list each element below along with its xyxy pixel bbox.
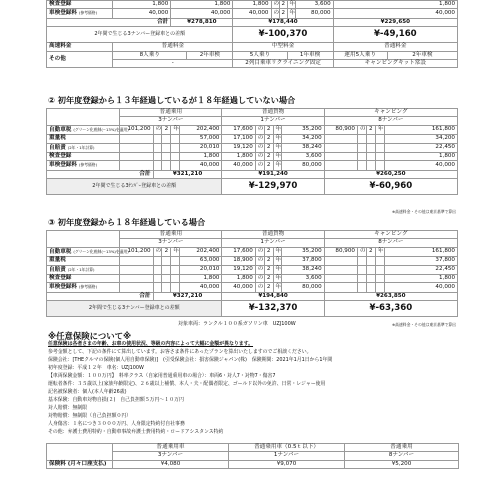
cell [357,257,366,265]
cell [120,143,153,152]
subheader-row: 3ナンバー 1ナンバー 8ナンバー [47,117,458,125]
cell: 2 [162,125,171,134]
insurance-note-line: 対人賠償：無制限 [48,405,88,411]
section-3-title: ③ 初年度登録から１８年経過している場合 [48,217,206,227]
row-label: 自賠責 (2年・1年計算) [47,265,120,274]
cell: 40,000 [384,161,457,170]
cell: 2 [366,125,375,134]
cell [366,153,375,161]
section-2-title: ② 初年度登録から１３年経過しているが１８年経過していない場合 [48,95,296,105]
cell [120,161,153,170]
cell: 18,900 [222,257,255,265]
cell: 40,000 [180,283,222,292]
table-row [47,275,458,283]
insurance-note-line: 記名被保険者：個人(本人年齢26歳) [48,389,127,395]
cell [171,265,180,274]
cell [324,153,357,161]
cell [153,143,162,152]
cell [162,135,171,143]
row-label: 検査登録 [47,1,113,9]
cell [375,275,384,283]
cell [366,143,375,152]
cell [375,265,384,274]
cell: 19,120 [222,143,255,152]
cell: 57,000 [180,135,222,143]
cell: の [255,275,264,283]
cell: の [255,257,264,265]
cell [366,135,375,143]
cell: 34,200 [282,135,324,143]
cell: 35,200 [282,247,324,256]
cell: 年 [375,247,384,256]
footnote: ※高速料金・その他は東京基準で算出 [392,322,456,327]
cell [357,283,366,292]
cell: 2 [264,153,273,161]
row-label: 重量税 [47,135,120,143]
cell [153,161,162,170]
vehicle-note: 対象車両：ランクル１００系ガソリン車 UZJ100W [178,321,296,327]
cell: 34,200 [384,135,457,143]
insurance-note-line: 任意保険は各者さまの年齢、お車の使用状況、等級の内容によって大幅に金額が異なります。 [48,341,254,347]
cell [324,265,357,274]
cell [324,275,357,283]
cell [324,257,357,265]
cell [153,153,162,161]
cell [375,143,384,152]
table-row [47,135,458,143]
cell: 年 [273,257,282,265]
cell: 17,100 [222,135,255,143]
cell: 40,000 [384,283,457,292]
table-row [47,153,458,161]
cell: 年 [273,153,282,161]
cell: 2 [264,265,273,274]
cell [153,135,162,143]
cell: 17,600 [222,247,255,256]
cell [357,153,366,161]
insurance-note-line: 参考金額として、下記の条件にて算出しています。お客さま条件にあったプランを算出いたしますのでご相談ください。 [48,349,312,355]
cell [324,143,357,152]
insurance-note-line: その他：弁護士費用特約・自動車事故弁護士費用特約・ロードアシスタンス特約 [48,429,224,435]
cell: 101,200 [120,125,153,134]
cell: 2 [264,247,273,256]
cost-table-section2 [46,108,458,195]
cell [162,143,171,152]
table-row: 検査登録 1,800 1,800 1,800 の 2 年 3,600 1,800 [47,1,458,9]
cell [171,275,180,283]
highway-row: 高速料金 普通料金 中型料金 普通料金 [47,43,458,51]
cell: 37,800 [384,257,457,265]
section2-rows [47,125,458,170]
cell: の [357,125,366,134]
table-row [47,257,458,265]
cell [120,257,153,265]
cell: 38,240 [282,265,324,274]
row-label: 車検登録料 (参考価格) [47,161,120,170]
cell [120,283,153,292]
table-row [47,143,458,152]
cell [366,283,375,292]
total-row: 合計 ¥278,810 ¥178,440 ¥229,650 [47,18,458,26]
cell: 2 [264,125,273,134]
cell [120,275,153,283]
cell [357,135,366,143]
total-row: 合計 ¥327,210 ¥194,840 ¥263,850 [47,292,458,300]
cell: 38,240 [282,143,324,152]
cell: 2 [264,135,273,143]
cell [357,161,366,170]
row-label: 自動車税 (グリーン化税制(~13%)を適用) [47,125,120,134]
cell [153,275,162,283]
table-row [47,161,458,170]
cell: 161,800 [384,247,457,256]
diff-row: 2年間で生じる3ナンバー登録車との差額 ¥-132,370 ¥-63,360 [47,301,458,317]
row-label: 検査登録 [47,275,120,283]
cell: 1,800 [180,153,222,161]
cell: の [255,125,264,134]
insurance-note-line: 対物賠償：無制限（自己負担額０円） [48,413,132,419]
cell: 3,600 [282,275,324,283]
cell [153,265,162,274]
cell: の [255,161,264,170]
cell [366,265,375,274]
cell [171,257,180,265]
insurance-note-line: 人身傷害：１名につき３０００万円、人身限定特約付自社事務 [48,421,185,427]
cell [366,161,375,170]
cell [357,265,366,274]
other-row-2: - 2列目乗車リクライニング固定 キャンピングキット常設 [47,60,458,68]
cell: 80,900 [324,247,357,256]
cell: の [255,265,264,274]
cell [171,143,180,152]
insurance-note-line: 【車両保険金額：１００万円】 料率クラス（自家用普通乗用車の場合）：車両6・対人7・対物7・傷害7 [48,373,276,379]
cell: 161,800 [384,125,457,134]
cell [324,135,357,143]
diff-row: 2年間で生じる3ナンバー登録車との差額 ¥-100,370 ¥-49,160 [47,27,458,43]
cell [366,257,375,265]
insurance-note-line: 基本保険：自動車対物自損(２) 自己負担額５万円～１０万円 [48,397,184,403]
cell: 19,120 [222,265,255,274]
cell: 年 [273,161,282,170]
cell: 80,900 [324,125,357,134]
cell: 17,600 [222,125,255,134]
cell [162,283,171,292]
cell: の [255,143,264,152]
cell: 年 [273,283,282,292]
section3-rows [47,247,458,292]
cell [324,283,357,292]
cell: 1,800 [384,153,457,161]
row-label: 自動車税 (グリーン化税制(~13%)を適用) [47,247,120,256]
insurance-note-line: 運転者条件：３５歳以上(家族年齢限定)、２６歳以上補償、本人・夫・配偶者限定、ゴールド以外の免許、日常・レジャー使用 [48,381,326,387]
subheader-row: 3ナンバー 1ナンバー 8ナンバー [47,239,458,247]
cell: 2 [264,161,273,170]
cell: 37,800 [282,257,324,265]
other-row: その他 8人乗り 2年車検 5人乗り 1年車検 運用5人乗り 2年車検 [47,51,458,59]
insurance-title: ※任意保険について※ [48,331,132,341]
cell: 2 [264,143,273,152]
cell: 80,000 [282,283,324,292]
cell: 年 [171,125,180,134]
cell: 101,200 [120,247,153,256]
cell [162,161,171,170]
header-row: 普通乗用車 普通乗用車（0.5ｔ以下） 普通乗用 [47,444,459,452]
cell [375,161,384,170]
cell: 年 [273,275,282,283]
cell [120,135,153,143]
cell: の [255,153,264,161]
cell: 年 [273,125,282,134]
cell: の [255,247,264,256]
cell [120,265,153,274]
cost-table-section3 [46,230,458,317]
cell [171,161,180,170]
cell: 2 [264,275,273,283]
footnote: ※高速料金・その他は東京基準で算出 [392,209,456,214]
cell [171,135,180,143]
table-row [47,283,458,292]
cell [366,275,375,283]
table-row [47,265,458,274]
cell: 年 [273,265,282,274]
table-row [47,125,458,134]
cell [375,257,384,265]
cell: 40,000 [222,161,255,170]
cell: 年 [273,247,282,256]
cell: の [255,283,264,292]
cell: 35,200 [282,125,324,134]
subheader-row: 3ナンバー 1ナンバー 8ナンバー [47,452,459,460]
cell: 40,000 [180,161,222,170]
cell: 22,450 [384,265,457,274]
cell: 40,000 [222,283,255,292]
total-row: 合計 ¥321,210 ¥191,240 ¥260,250 [47,170,458,178]
cell: 22,450 [384,143,457,152]
diff-row: 2年間で生じる3ﾅﾝﾊﾞｰ登録車との差額 ¥-129,970 ¥-60,960 [47,179,458,195]
cell: 3,600 [282,153,324,161]
cell: 年 [171,247,180,256]
cell: 年 [375,125,384,134]
table-row: 車検登録料 (参考価格) 40,000 40,000 40,000 の 2 年 80,000 40,000 [47,9,458,18]
cell [375,153,384,161]
row-label: 自賠責 (2年・1年計算) [47,143,120,152]
cell [120,153,153,161]
row-label: 車検登録料 (参考価格) [47,283,120,292]
cell: の [153,125,162,134]
insurance-note-line: 保険会社：[THEクルマの保険(個人用自動車保険)] (引受保険会社：損害保険ジャパン(株) 保険期間：2021年1月1日から1年間 [48,357,333,363]
cell: 202,400 [180,125,222,134]
cell [162,257,171,265]
table-row [47,247,458,256]
cell: 2 [366,247,375,256]
cell [171,153,180,161]
header-row: 普通乗用 普通貨物 キャンピング [47,109,458,117]
cell [357,275,366,283]
cell [375,283,384,292]
insurance-note-line: 初年度登録：平成１２年 車名：UZJ100W [48,365,144,371]
cell: 20,010 [180,143,222,152]
cell: の [255,135,264,143]
insurance-table [46,443,459,469]
cell: 1,800 [222,275,255,283]
cell [162,265,171,274]
table-row: 保険料 (月々口座支払) ¥4,080 ¥9,070 ¥5,200 [47,460,459,468]
cell: 202,400 [180,247,222,256]
cost-table-section1 [46,0,458,68]
cell [375,135,384,143]
cell: 1,800 [222,153,255,161]
row-label: 重量税 [47,257,120,265]
cell [357,143,366,152]
cell: 1,800 [384,275,457,283]
cell [162,275,171,283]
cell: の [153,247,162,256]
cell: 2 [264,283,273,292]
cell [153,257,162,265]
header-row: 普通乗用 普通貨物 キャンピング [47,231,458,239]
cell: の [357,247,366,256]
cell: 年 [273,135,282,143]
cell [171,283,180,292]
cell: 2 [264,257,273,265]
cell [153,283,162,292]
row-label: 検査登録 [47,153,120,161]
cell [324,161,357,170]
cell: 年 [273,143,282,152]
cell: 2 [162,247,171,256]
cell [162,153,171,161]
cell: 80,000 [282,161,324,170]
cell: 63,000 [180,257,222,265]
cell: 1,800 [180,275,222,283]
cell: 20,010 [180,265,222,274]
